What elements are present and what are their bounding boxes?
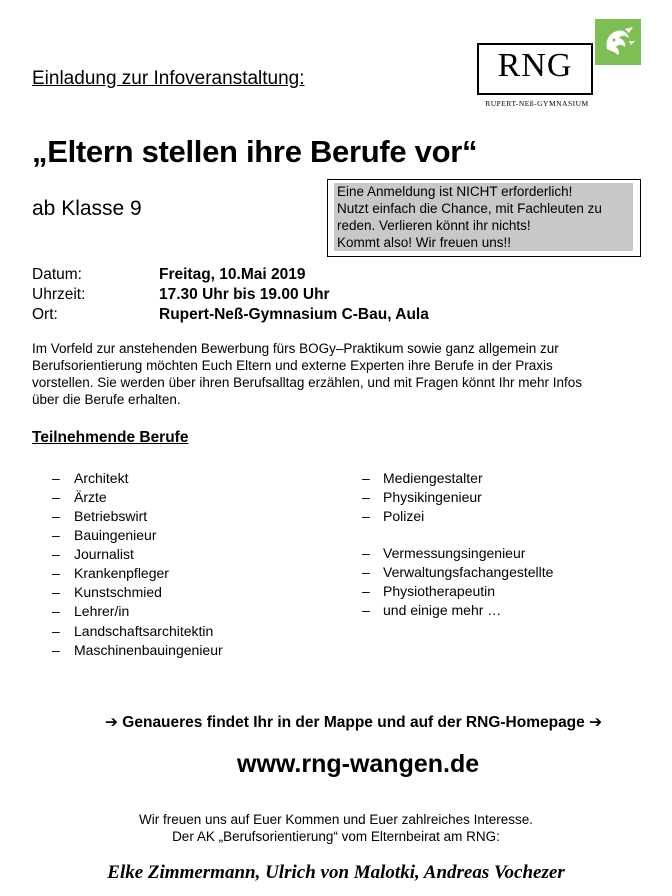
list-item: Vermessungsingenieur (383, 545, 526, 561)
intro-line: vorstellen. Sie werden über ihren Berufsalltag erzählen, und mit Fragen könnt Ihr mehr Infos (32, 375, 583, 390)
notice-line: reden. Verlieren könnt ihr nichts! (337, 218, 531, 233)
notice-line: Kommt also! Wir freuen uns!! (337, 235, 512, 250)
time-value: 17.30 Uhr bis 19.00 Uhr (159, 286, 330, 303)
list-item: Verwaltungsfachangestellte (383, 564, 554, 580)
list-item: Landschaftsarchitektin (74, 623, 214, 639)
date-value: Freitag, 10.Mai 2019 (159, 266, 306, 283)
list-item: Mediengestalter (383, 470, 483, 486)
list-item: und einige mehr … (383, 602, 502, 618)
list-bullet: – (362, 489, 370, 505)
list-item: Architekt (74, 470, 129, 486)
list-bullet: – (52, 470, 60, 486)
list-bullet: – (362, 508, 370, 524)
list-bullet: – (52, 546, 60, 562)
list-item: Bauingenieur (74, 527, 157, 543)
notice-line: Eine Anmeldung ist NICHT erforderlich! (337, 184, 573, 199)
list-bullet: – (52, 603, 60, 619)
list-bullet: – (362, 564, 370, 580)
list-item: Polizei (383, 508, 425, 524)
list-bullet: – (362, 583, 370, 599)
intro-line: Im Vorfeld zur anstehenden Bewerbung fürs BOGy–Praktikum sowie ganz allgemein zur (32, 341, 559, 356)
list-bullet: – (52, 584, 60, 600)
list-item: Physiotherapeutin (383, 583, 496, 599)
list-bullet: – (362, 470, 370, 486)
list-bullet: – (52, 527, 60, 543)
list-item: Ärzte (74, 489, 107, 505)
more-info-line: ➔ Genaueres findet Ihr in der Mappe und auf der RNG-Homepage ➔ (105, 714, 603, 731)
list-item: Journalist (74, 546, 134, 562)
intro-line: Berufsorientierung möchten Euch Eltern und externe Experten ihre Berufe in der Praxis (32, 358, 553, 373)
list-item: Physikingenieur (383, 489, 482, 505)
grade-info: ab Klasse 9 (32, 197, 142, 220)
place-value: Rupert-Neß-Gymnasium C-Bau, Aula (159, 306, 429, 323)
list-bullet: – (52, 623, 60, 639)
date-label: Datum: (32, 266, 82, 283)
committee-line: Der AK „Berufsorientierung“ vom Elternbeirat am RNG: (172, 829, 500, 844)
list-bullet: – (362, 602, 370, 618)
place-label: Ort: (32, 306, 58, 323)
list-item: Lehrer/in (74, 603, 130, 619)
list-item: Betriebswirt (74, 508, 148, 524)
school-logo-subtitle: RUPERT-NEß-GYMNASIUM (485, 99, 589, 108)
professions-heading: Teilnehmende Berufe (32, 429, 189, 446)
signature: Elke Zimmermann, Ulrich von Malotki, Andreas Vochezer (107, 862, 565, 883)
intro-line: über die Berufe erhalten. (32, 392, 181, 407)
notice-line: Nutzt einfach die Chance, mit Fachleuten zu (337, 201, 602, 216)
school-logo: RNG (497, 47, 573, 84)
list-bullet: – (52, 565, 60, 581)
list-bullet: – (52, 489, 60, 505)
list-item: Kunstschmied (74, 584, 162, 600)
event-title: „Eltern stellen ihre Berufe vor“ (32, 134, 478, 169)
dragon-emblem-icon (595, 19, 641, 65)
invitation-heading: Einladung zur Infoveranstaltung: (32, 68, 305, 89)
thanks-line: Wir freuen uns auf Euer Kommen und Euer zahlreiches Interesse. (139, 812, 533, 827)
list-item: Maschinenbauingenieur (74, 642, 223, 658)
time-label: Uhrzeit: (32, 286, 86, 303)
list-bullet: – (52, 642, 60, 658)
homepage-url[interactable]: www.rng-wangen.de (237, 750, 480, 778)
list-bullet: – (362, 545, 370, 561)
list-bullet: – (52, 508, 60, 524)
list-item: Krankenpfleger (74, 565, 169, 581)
